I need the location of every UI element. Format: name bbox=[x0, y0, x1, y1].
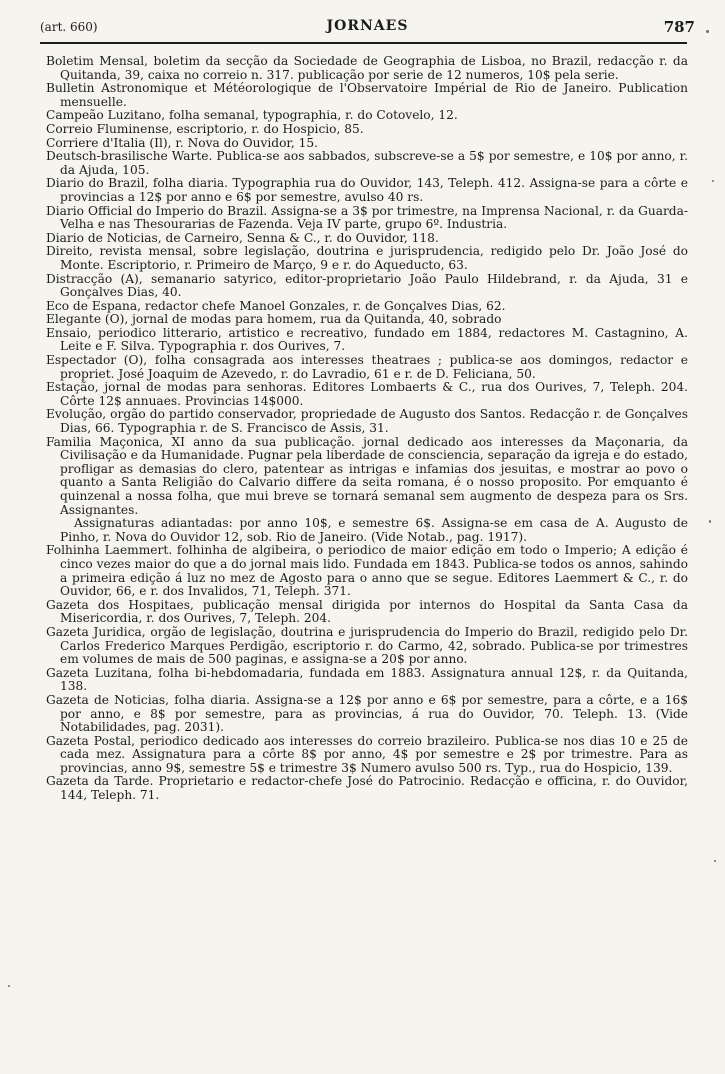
print-speck bbox=[712, 180, 714, 182]
list-item: Estação, jornal de modas para senhoras. Editores Lombaerts & C., rua dos Ourives, 7, Teleph. 204. Côrte 12$ annuaes. Provincias 14$000. bbox=[46, 380, 688, 408]
list-item: Campeão Luzitano, folha semanal, typographia, r. do Cotovelo, 12. bbox=[46, 108, 458, 123]
list-item: Gazeta Luzitana, folha bi-hebdomadaria, fundada em 1883. Assignatura annual 12$, r. da Quitanda, 138. bbox=[46, 665, 688, 694]
list-item: Deutsch-brasilische Warte. Publica-se aos sabbados, subscreve-se a 5$ por semestre, e 10$ por anno, r. da Ajuda, 105. bbox=[46, 149, 688, 177]
list-item: Gazeta da Tarde. Proprietario e redactor-chefe José do Patrocinio. Redacção e officina, r. do Ouvidor, 144, Teleph. 71. bbox=[46, 774, 688, 803]
list-item: Ensaio, periodico litterario, artistico e recreativo, fundado em 1884, redactores M. Castagnino, A. Leite e F. Silva. Typographia r. dos Ourives, 7. bbox=[46, 325, 688, 354]
page-header bbox=[40, 18, 695, 40]
list-item: Espectador (O), folha consagrada aos interesses theatraes ; publica-se aos domingos, redactor e propriet. José Joaquim de Azevedo, r. do Lavradio, 61 e r. de D. Feliciana, 50. bbox=[46, 353, 688, 381]
list-item: Familia Maçonica, XI anno da sua publicação. jornal dedicado aos interesses da Maçonaria, da Civilisação e da Humanidade. Pugnar pela liberdade de consciencia, separação da igreja e do estado, profligar as demasias do clero, patentear as intrigas e infamias dos jesuitas, e mostrar ao povo o quanto a Santa Religião do Calvario differe da seita romana, é o nosso proposito. Por emquanto é quinzenal a nossa folha, que mui breve se tornará semanal sem augmento de despeza para os Srs. Assignantes. bbox=[46, 434, 688, 517]
list-item: Bulletin Astronomique et Météorologique de l'Observatoire Impérial de Rio de Janeiro. Publication mensuelle. bbox=[46, 81, 688, 109]
list-item: Gazeta dos Hospitaes, publicação mensal dirigida por internos do Hospital da Santa Casa da Misericordia, r. dos Ourives, 7, Teleph. 204. bbox=[46, 597, 688, 626]
list-item-continuation: Assignaturas adiantadas: por anno 10$, e semestre 6$. Assigna-se em casa de A. Augusto de Pinho, r. Nova do Ouvidor 12, sob. Rio de Janeiro. (Vide Notab., pag. 1917). bbox=[60, 516, 688, 544]
page-title: JORNAES bbox=[326, 18, 409, 34]
list-item: Boletim Mensal, boletim da secção da Sociedade de Geographia de Lisboa, no Brazil, redacção r. da Quitanda, 39, caixa no correio n. 317. publicação por serie de 12 numeros, 10$ pela serie. bbox=[46, 54, 688, 82]
list-item: Diario do Brazil, folha diaria. Typographia rua do Ouvidor, 143, Teleph. 412. Assigna-se para a côrte e provincias a 12$ por anno e 6$ por semestre, avulso 40 rs. bbox=[46, 176, 688, 204]
header-rule bbox=[40, 42, 687, 44]
list-item: Eco de Espana, redactor chefe Manoel Gonzales, r. de Gonçalves Dias, 62. bbox=[46, 298, 506, 313]
list-item: Gazeta de Noticias, folha diaria. Assigna-se a 12$ por anno e 6$ por semestre, para a côrte, e a 16$ por anno, e 8$ por semestre, para as provincias, á rua do Ouvidor, 70. Teleph. 13. (Vide Notabilidades, pag. 2031). bbox=[46, 692, 688, 735]
list-item: Corriere d'Italia (Il), r. Nova do Ouvidor, 15. bbox=[46, 135, 319, 150]
article-reference: (art. 660) bbox=[40, 20, 98, 34]
list-item: Diario Official do Imperio do Brazil. Assigna-se a 3$ por trimestre, na Imprensa Nacional, r. da Guarda-Velha e nas Thesourarias de Fazenda. Veja IV parte, grupo 6º. Industria. bbox=[46, 203, 688, 232]
newspaper-list bbox=[46, 55, 688, 803]
print-speck bbox=[8, 985, 10, 987]
list-item: Distracção (A), semanario satyrico, editor-proprietario João Paulo Hildebrand, r. da Ajuda, 31 e Gonçalves Dias, 40. bbox=[46, 271, 688, 300]
list-item: Gazeta Juridica, orgão de legislação, doutrina e jurisprudencia do Imperio do Brazil, redigido pelo Dr. Carlos Frederico Marques Perdigão, escriptorio r. do Carmo, 42, sobrado. Publica-se por trimestres em volumes de mais de 500 paginas, e assigna-se a 20$ por anno. bbox=[46, 624, 688, 667]
list-item: Gazeta Postal, periodico dedicado aos interesses do correio brazileiro. Publica-se nos dias 10 e 25 de cada mez. Assignatura para a côrte 8$ por anno, 4$ por semestre e 2$ por trimestre. Para as provincias, anno 9$, semestre 5$ e trimestre 3$ Numero avulso 500 rs. Typ., rua do Hospicio, 139. bbox=[46, 733, 688, 775]
print-speck bbox=[709, 520, 711, 523]
print-speck bbox=[706, 30, 709, 33]
list-item: Folhinha Laemmert. folhinha de algibeira, o periodico de maior edição em todo o Imperio; A edição é cinco vezes maior do que a do jornal mais lido. Fundada em 1843. Publica-se todos os annos, sahindo a primeira edição á luz no mez de Agosto para o anno que se segue. Editores Laemmert & C., r. do Ouvidor, 66, e r. dos Invalidos, 71, Teleph. 371. bbox=[46, 543, 688, 599]
page-number: 787 bbox=[663, 18, 695, 36]
list-item: Evolução, orgão do partido conservador, propriedade de Augusto dos Santos. Redacção r. de Gonçalves Dias, 66. Typographia r. de S. Francisco de Assis, 31. bbox=[46, 407, 688, 436]
list-item: Correio Fluminense, escriptorio, r. do Hospicio, 85. bbox=[46, 121, 364, 136]
list-item: Elegante (O), jornal de modas para homem, rua da Quitanda, 40, sobrado bbox=[46, 312, 502, 327]
list-item: Diario de Noticias, de Carneiro, Senna & C., r. do Ouvidor, 118. bbox=[46, 230, 439, 245]
list-item: Direito, revista mensal, sobre legislação, doutrina e jurisprudencia, redigido pelo Dr. João José do Monte. Escriptorio, r. Primeiro de Março, 9 e r. do Aqueducto, 63. bbox=[46, 244, 688, 272]
print-speck bbox=[714, 860, 716, 862]
